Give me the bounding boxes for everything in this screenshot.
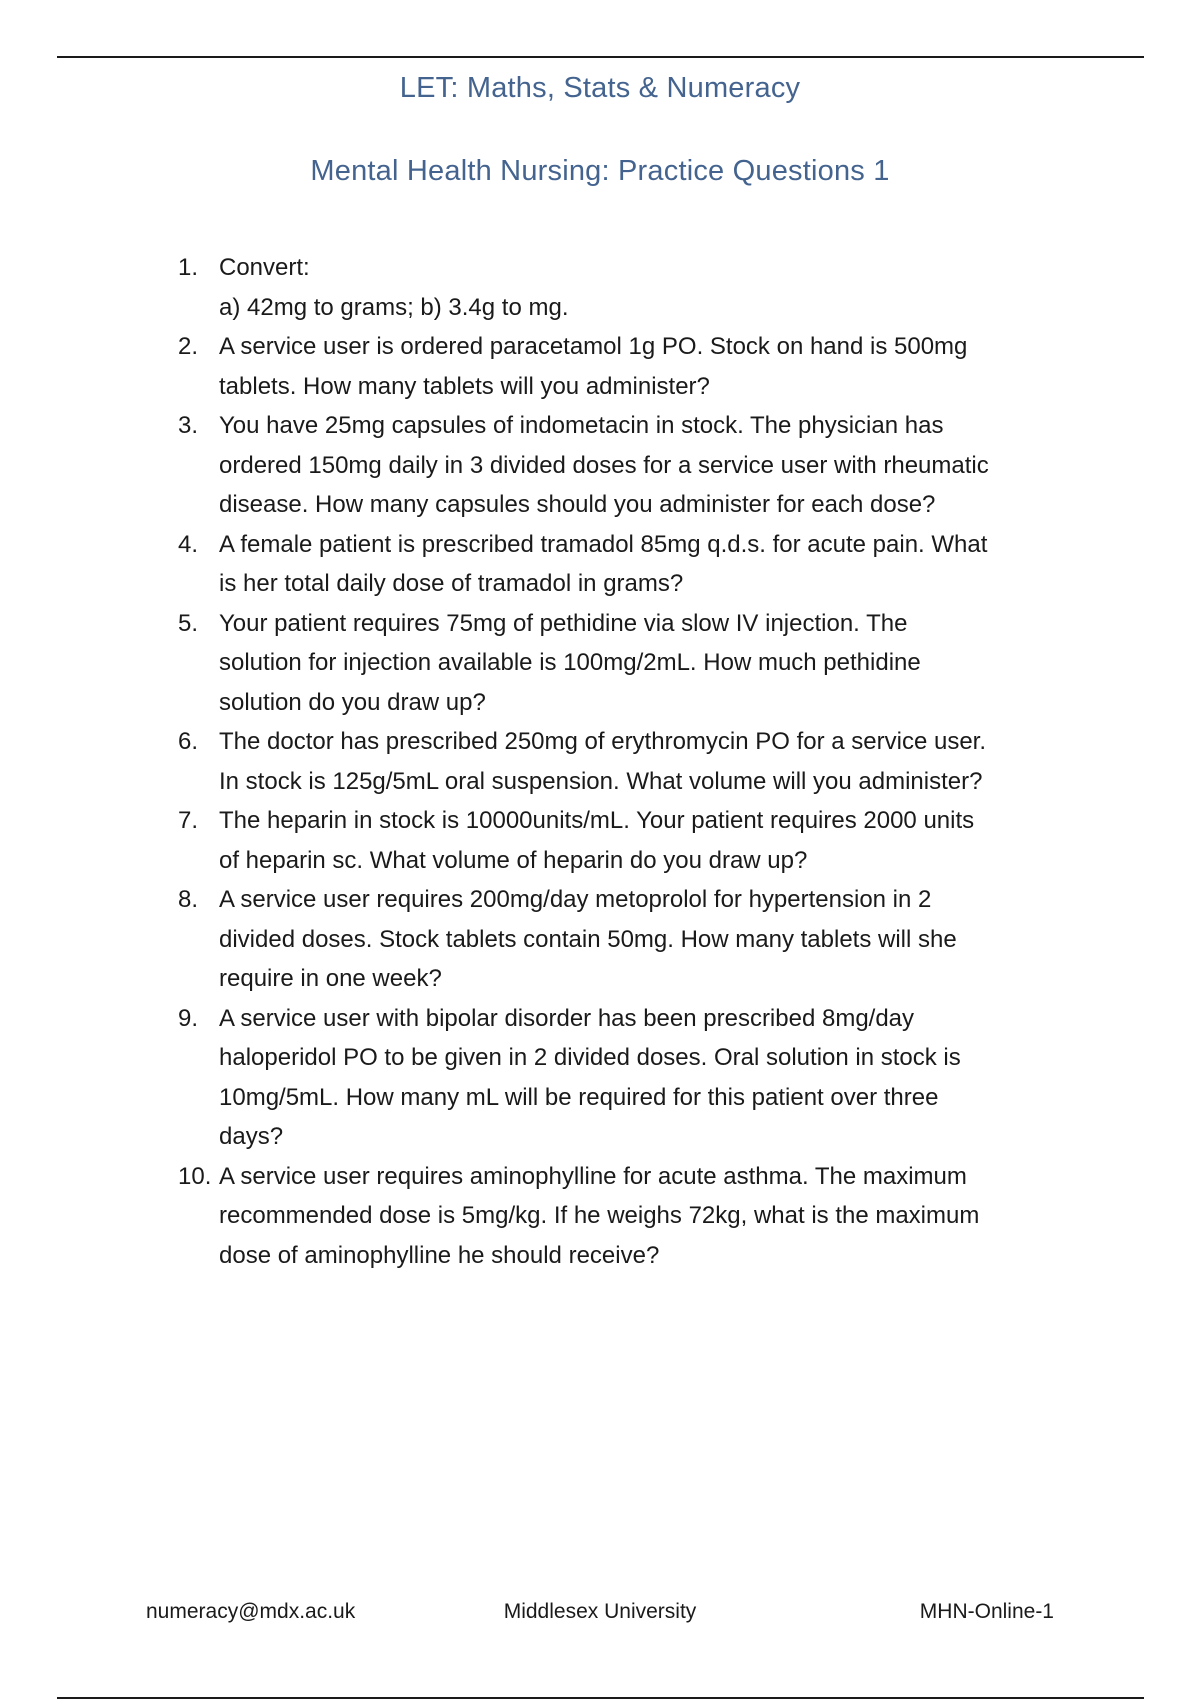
question-item [170, 999, 1070, 1157]
question-item [170, 604, 1070, 723]
question-text-line: recommended dose is 5mg/kg. If he weighs 72kg, what is the maximum [219, 1202, 980, 1229]
question-number: 9. [178, 1004, 199, 1032]
question-text-line: ordered 150mg daily in 3 divided doses for a service user with rheumatic [219, 451, 989, 479]
question-text-line: In stock is 125g/5mL oral suspension. What volume will you administer? [219, 767, 983, 795]
question-number: 6. [178, 728, 199, 755]
document-title: Mental Health Nursing: Practice Questions 1 [310, 155, 890, 187]
question-text-line: divided doses. Stock tablets contain 50mg. How many tablets will she [219, 925, 957, 953]
question-text-line: of heparin sc. What volume of heparin do you draw up? [219, 846, 808, 874]
question-text-line: The heparin in stock is 10000units/mL. Your patient requires 2000 units [219, 807, 975, 834]
question-item [170, 406, 1070, 525]
question-text-line: days? [219, 1123, 284, 1150]
question-item [170, 1157, 1070, 1276]
top-rule [57, 56, 1144, 58]
footer-institution: Middlesex University [503, 1600, 697, 1623]
question-text-line: a) 42mg to grams; b) 3.4g to mg. [219, 293, 569, 321]
question-item [170, 801, 1070, 880]
bottom-rule [57, 1697, 1144, 1699]
question-number: 1. [178, 254, 199, 281]
question-text-line: A female patient is prescribed tramadol 85mg q.d.s. for acute pain. What [219, 530, 988, 558]
question-text-line: A service user with bipolar disorder has been prescribed 8mg/day [219, 1004, 915, 1032]
question-text-line: Convert: [219, 254, 310, 281]
question-text-line: The doctor has prescribed 250mg of erythromycin PO for a service user. [219, 728, 987, 755]
question-text-line: 10mg/5mL. How many mL will be required for this patient over three [219, 1083, 939, 1111]
footer-email: numeracy@mdx.ac.uk [146, 1600, 356, 1623]
question-item [170, 525, 1070, 604]
question-number: 4. [178, 530, 199, 558]
question-number: 10. [178, 1162, 212, 1190]
question-item [170, 248, 1070, 327]
question-item [170, 327, 1070, 406]
question-text-line: is her total daily dose of tramadol in grams? [219, 570, 684, 597]
question-list [170, 248, 1070, 1275]
question-text-line: tablets. How many tablets will you administer? [219, 372, 710, 400]
question-text-line: dose of aminophylline he should receive? [219, 1241, 660, 1269]
question-number: 7. [178, 807, 199, 834]
question-text-line: A service user requires 200mg/day metoprolol for hypertension in 2 [219, 886, 932, 913]
question-number: 3. [178, 412, 199, 439]
question-text-line: A service user requires aminophylline for acute asthma. The maximum [219, 1162, 967, 1190]
question-item [170, 880, 1070, 999]
course-title: LET: Maths, Stats & Numeracy [399, 72, 801, 104]
question-text-line: require in one week? [219, 965, 442, 992]
question-number: 5. [178, 609, 199, 637]
question-text-line: Your patient requires 75mg of pethidine via slow IV injection. The [219, 609, 908, 637]
question-text-line: disease. How many capsules should you administer for each dose? [219, 491, 936, 518]
question-number: 8. [178, 886, 199, 913]
question-text-line: haloperidol PO to be given in 2 divided doses. Oral solution in stock is [219, 1044, 961, 1071]
question-text-line: You have 25mg capsules of indometacin in stock. The physician has [219, 412, 944, 439]
question-text-line: A service user is ordered paracetamol 1g PO. Stock on hand is 500mg [219, 333, 968, 360]
question-item [170, 722, 1070, 801]
footer-doc-code: MHN-Online-1 [919, 1600, 1054, 1623]
question-text-line: solution for injection available is 100mg/2mL. How much pethidine [219, 649, 921, 676]
question-text-line: solution do you draw up? [219, 688, 486, 716]
question-number: 2. [178, 333, 199, 360]
